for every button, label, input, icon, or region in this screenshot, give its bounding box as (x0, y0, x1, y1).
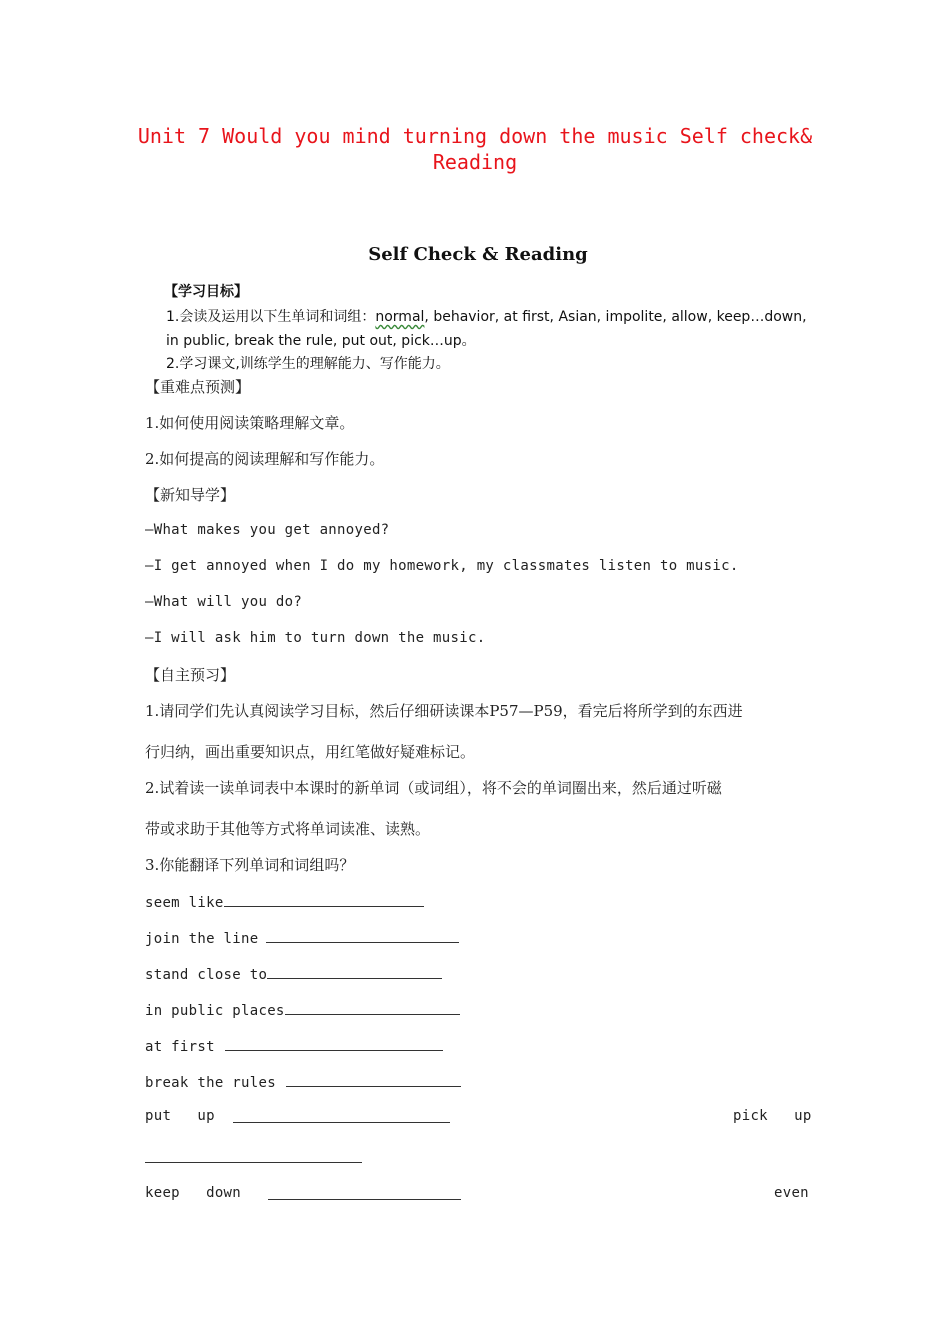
self-study-item-2-line-2: 带或求助于其他等方式将单词读准、读熟。 (145, 820, 431, 838)
dialog-line-4: —I will ask him to turn down the music. (145, 630, 486, 646)
phrase-put-up: put up (145, 1108, 215, 1124)
goals-item-1 (166, 306, 807, 326)
section-subtitle: Self Check & Reading (368, 244, 588, 265)
phrase-join-the-line: join the line (145, 931, 259, 947)
phrase-pick-up: pick up (733, 1108, 812, 1124)
phrase-row-join-the-line (145, 928, 459, 947)
goals-item-2: 2.学习课文,训练学生的理解能力、写作能力。 (166, 356, 450, 372)
key-points-item-2: 2.如何提高的阅读理解和写作能力。 (145, 450, 385, 468)
answer-blank-pick-up[interactable] (145, 1148, 362, 1163)
answer-blank-keep-down[interactable] (268, 1185, 461, 1200)
answer-blank-join-the-line[interactable] (266, 928, 459, 943)
goals-item-1-prefix: 1.会读及运用以下生单词和词组： (166, 309, 376, 325)
phrase-stand-close-to: stand close to (145, 967, 268, 983)
self-study-item-1-line-1: 1.请同学们先认真阅读学习目标，然后仔细研读课本P57—P59，看完后将所学到的东西进 (145, 702, 743, 720)
phrase-row-at-first (145, 1036, 443, 1055)
phrase-even: even (774, 1185, 809, 1201)
dialog-line-2: —I get annoyed when I do my homework, my classmates listen to music. (145, 558, 739, 574)
goals-item-1-continued: in public, break the rule, put out, pick…up。 (166, 333, 476, 349)
goals-item-1-rest: , behavior, at first, Asian, impolite, allow, keep…down, (424, 309, 807, 325)
phrase-row-in-public-places (145, 1000, 460, 1019)
document-title-line2: Reading (432, 150, 518, 174)
dialog-line-1: —What makes you get annoyed? (145, 522, 390, 538)
answer-blank-seem-like[interactable] (224, 892, 424, 907)
new-learning-heading: 【新知导学】 (145, 486, 236, 504)
goals-heading: 【学习目标】 (164, 284, 248, 300)
phrase-seem-like: seem like (145, 895, 224, 911)
phrase-at-first: at first (145, 1039, 215, 1055)
answer-blank-in-public-places[interactable] (285, 1000, 460, 1015)
answer-blank-put-up[interactable] (233, 1108, 450, 1123)
answer-blank-stand-close-to[interactable] (267, 964, 442, 979)
phrase-in-public-places: in public places (145, 1003, 285, 1019)
key-points-heading: 【重难点预测】 (145, 378, 251, 396)
self-study-item-1-line-2: 行归纳，画出重要知识点，用红笔做好疑难标记。 (145, 743, 476, 761)
answer-blank-at-first[interactable] (225, 1036, 443, 1051)
answer-blank-break-the-rules[interactable] (286, 1072, 461, 1087)
document-title-line1: Unit 7 Would you mind turning down the music Self check& (137, 124, 813, 148)
self-study-heading: 【自主预习】 (145, 666, 236, 684)
dialog-line-3: —What will you do? (145, 594, 303, 610)
phrase-break-the-rules: break the rules (145, 1075, 276, 1091)
phrase-row-seem-like (145, 892, 424, 911)
phrase-row-stand-close-to (145, 964, 442, 983)
goals-item-1-word: normal (375, 309, 425, 325)
phrase-keep-down: keep down (145, 1185, 242, 1201)
phrase-row-break-the-rules (145, 1072, 461, 1091)
self-study-item-2-line-1: 2.试着读一读单词表中本课时的新单词（或词组），将不会的单词圈出来，然后通过听磁 (145, 779, 722, 797)
self-study-item-3: 3.你能翻译下列单词和词组吗？ (145, 856, 355, 874)
key-points-item-1: 1.如何使用阅读策略理解文章。 (145, 414, 355, 432)
